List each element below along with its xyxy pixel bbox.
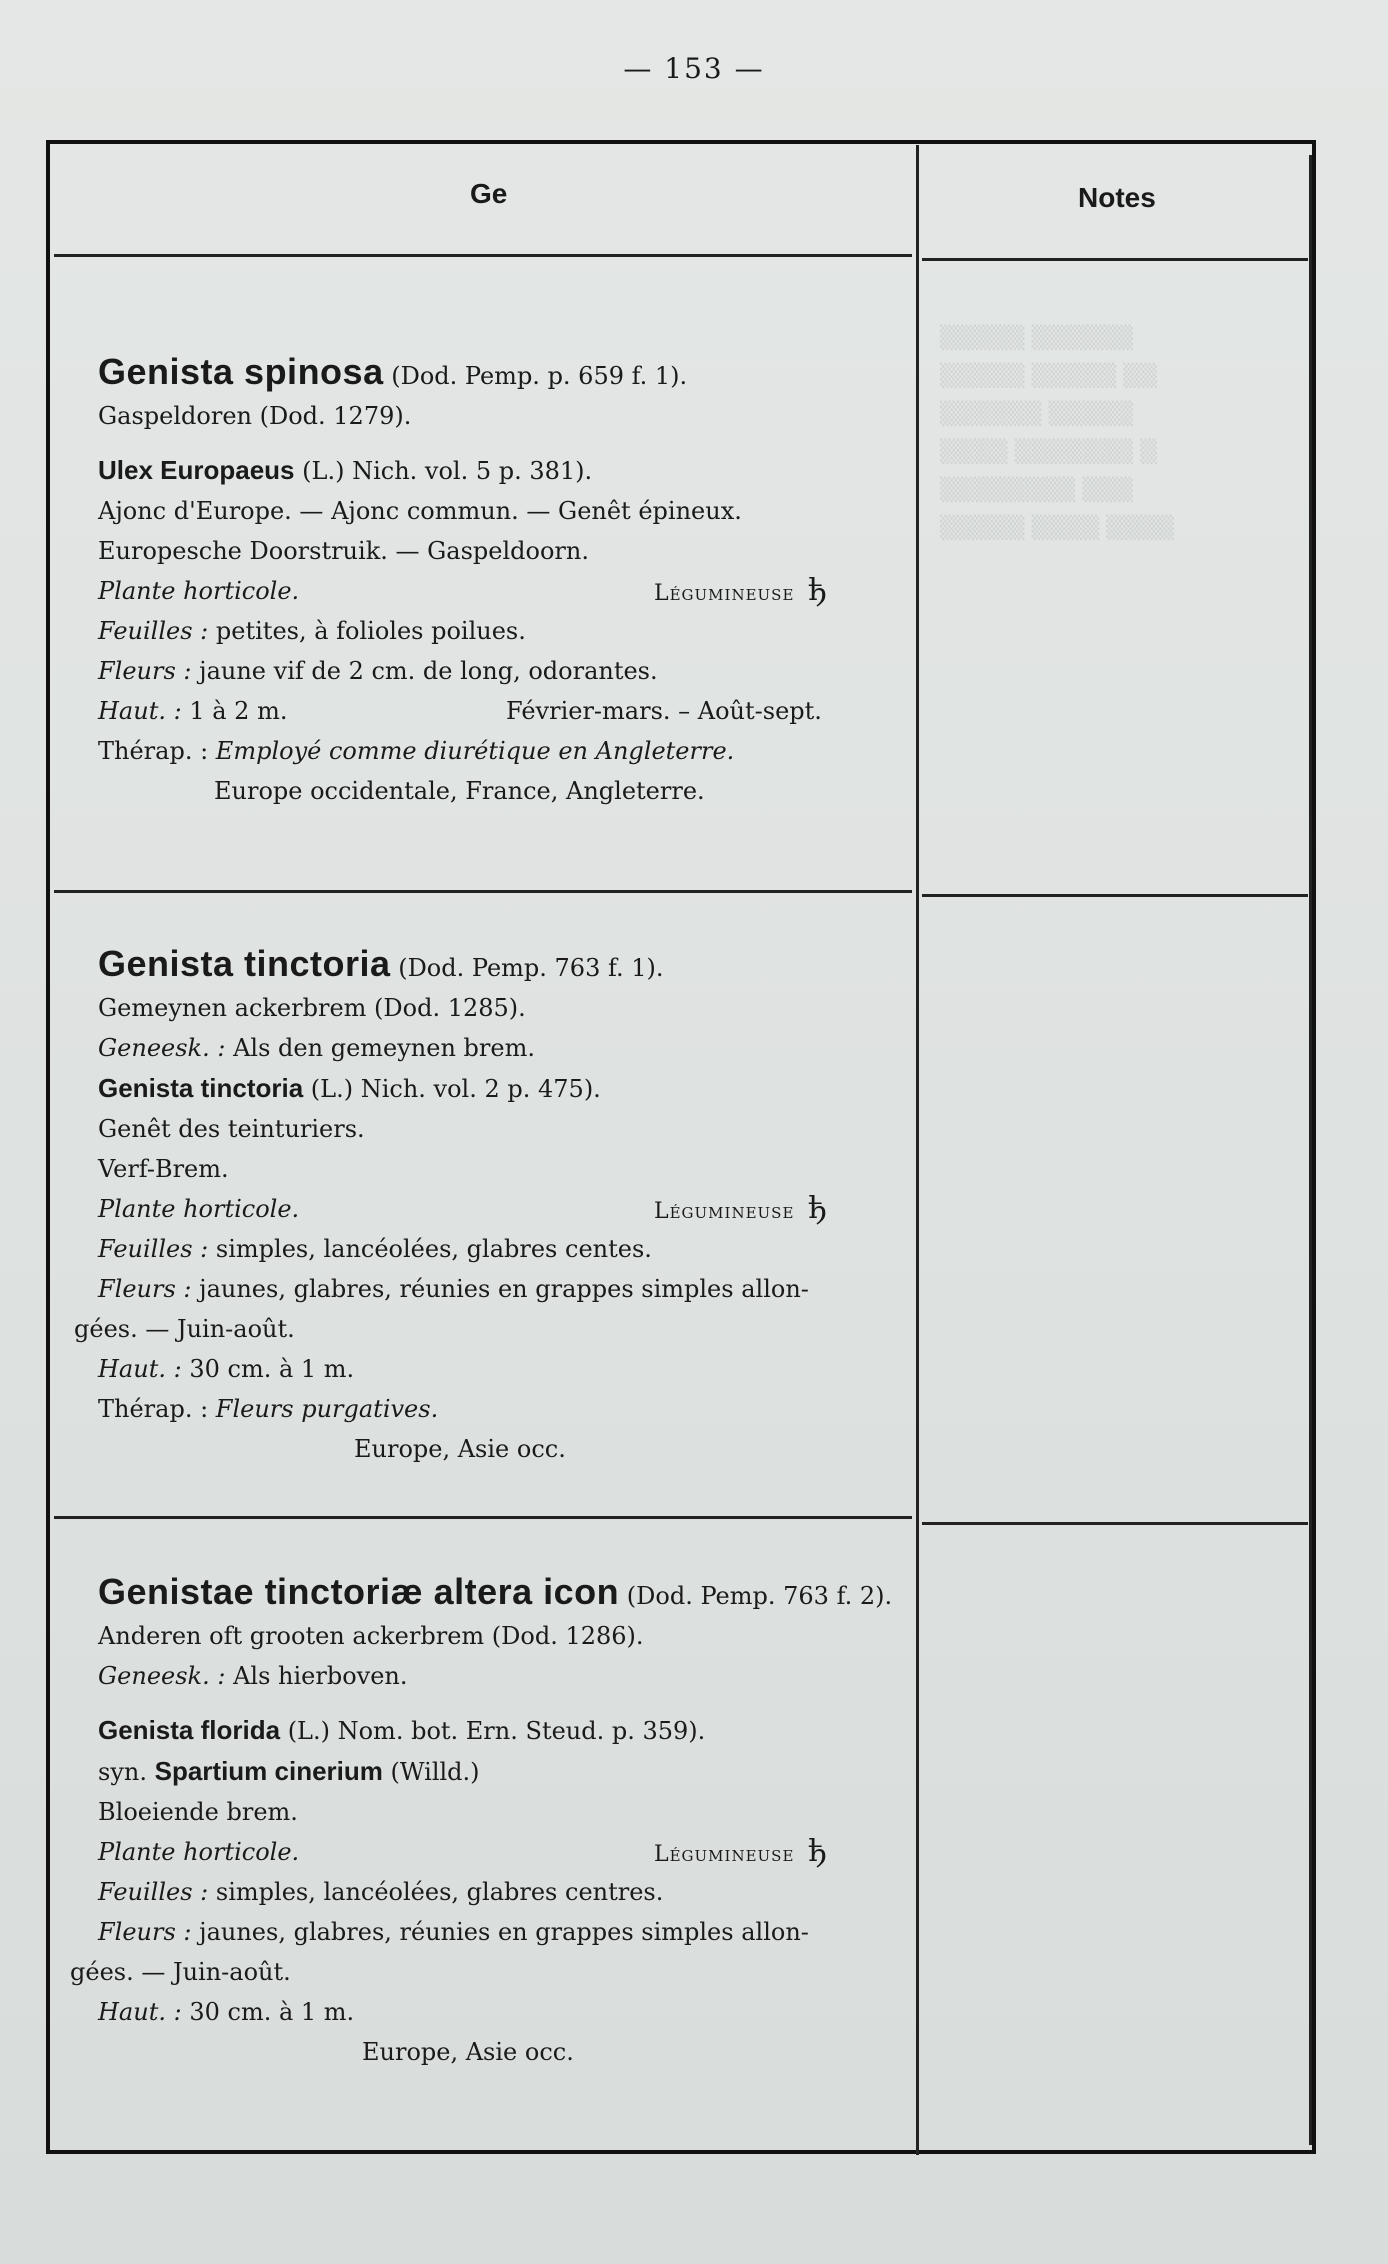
entry-title-ref: (Dod. Pemp. 763 f. 1). [398,954,664,982]
entry-dodoens-name: Anderen oft grooten ackerbrem (Dod. 1286). [98,1622,644,1650]
entry-dodoens-name: Gemeynen ackerbrem (Dod. 1285). [98,994,526,1022]
height-text: 30 cm. à 1 m. [189,1998,355,2026]
column-header-notes: Notes [1078,182,1156,213]
leaves-label: Feuilles : [98,1235,209,1263]
flowers-text: jaune vif de 2 cm. de long, odorantes. [199,657,658,685]
therapy-label: Thérap. : [98,1395,209,1423]
height-text: 30 cm. à 1 m. [189,1355,355,1383]
flowers-text-cont: gées. — Juin-août. [74,1315,295,1343]
entry-title: Genista tinctoria [98,943,391,984]
header-divider-left [54,254,912,257]
entry-dodoens-name: Gaspeldoren (Dod. 1279). [98,402,412,430]
shrub-symbol: ђ [808,573,827,608]
synonym-ref: (L.) Nom. bot. Ern. Steud. p. 359). [287,1717,706,1745]
synonym-name: Ulex Europaeus [98,455,295,485]
synonym-name: Genista florida [98,1715,281,1745]
entry-divider-1-right [922,894,1308,897]
common-names-nl: Verf-Brem. [98,1155,229,1183]
shrub-symbol: ђ [808,1191,827,1226]
distribution-region: Europe, Asie occ. [362,2038,574,2066]
common-names-fr: Ajonc d'Europe. — Ajonc commun. — Genêt épineux. [98,497,742,525]
entry-divider-1-left [54,890,912,893]
synonym-ref: (L.) Nich. vol. 5 p. 381). [302,457,593,485]
synonym-2-ref: (Willd.) [390,1758,480,1786]
leaves-text: petites, à folioles poilues. [215,617,526,645]
entry-title-ref: (Dod. Pemp. 763 f. 2). [626,1582,893,1610]
flowers-label: Fleurs : [98,1918,192,1946]
height-label: Haut. : [98,1355,182,1383]
flowers-label: Fleurs : [98,1275,192,1303]
entry-divider-2-left [54,1516,912,1519]
distribution-region: Europe, Asie occ. [354,1435,566,1463]
leaves-label: Feuilles : [98,617,209,645]
right-border [1309,155,1312,2145]
header-divider-right [922,258,1308,261]
common-names-fr: Genêt des teinturiers. [98,1115,365,1143]
therapy-text: Employé comme diurétique en Angleterre. [215,737,735,765]
shrub-symbol: ђ [808,1834,827,1869]
leaves-label: Feuilles : [98,1878,209,1906]
entry-genista-spinosa [98,352,918,811]
family-label: Légumineuse [654,1199,795,1224]
flowers-text-cont: gées. — Juin-août. [70,1958,291,1986]
flowers-label: Fleurs : [98,657,192,685]
plant-type: Plante horticole. [98,1838,300,1866]
plant-type: Plante horticole. [98,577,300,605]
synonym-ref: (L.) Nich. vol. 2 p. 475). [310,1075,601,1103]
entry-genistae-tinctoriae-altera [70,1571,918,2072]
geneesk-label: Geneesk. : [98,1662,226,1690]
entry-title: Genistae tinctoriæ altera icon [98,1571,620,1612]
family-label: Légumineuse [654,581,795,606]
plant-type: Plante horticole. [98,1195,300,1223]
therapy-text: Fleurs purgatives. [215,1395,439,1423]
leaves-text: simples, lancéolées, glabres centres. [215,1878,664,1906]
flowers-text: jaunes, glabres, réunies en grappes simples allon- [199,1918,809,1946]
geneesk-text: Als hierboven. [233,1662,408,1690]
entry-divider-2-right [922,1522,1308,1525]
bleed-through-texture: ▒▒▒▒▒ ▒▒▒▒▒▒ ▒▒▒▒▒ ▒▒▒▒▒ ▒▒ ▒▒▒▒▒▒ ▒▒▒▒▒ ▒▒▒▒ ▒▒▒▒▒▒▒ ▒ ▒▒▒▒▒▒▒▒ ▒▒▒ ▒▒▒▒▒ ▒▒▒▒ ▒▒▒▒ [940,326,1174,541]
flowering-period: Février-mars. – Août-sept. [506,697,822,725]
flowers-text: jaunes, glabres, réunies en grappes simples allon- [199,1275,809,1303]
synonym-prefix: syn. [98,1758,147,1786]
common-names-nl: Bloeiende brem. [98,1798,298,1826]
synonym-2-name: Spartium cinerium [154,1756,383,1786]
common-names-nl: Europesche Doorstruik. — Gaspeldoorn. [98,537,589,565]
entry-title: Genista spinosa [98,351,384,392]
page-number: — 153 — [623,52,765,85]
entry-title-ref: (Dod. Pemp. p. 659 f. 1). [391,362,688,390]
height-label: Haut. : [98,1998,182,2026]
column-header-ge: Ge [470,178,508,209]
leaves-text: simples, lancéolées, glabres centes. [215,1235,652,1263]
geneesk-text: Als den gemeynen brem. [233,1034,535,1062]
height-text: 1 à 2 m. [189,697,288,725]
synonym-name: Genista tinctoria [98,1073,304,1103]
therapy-label: Thérap. : [98,737,209,765]
entry-genista-tinctoria [74,943,918,1469]
geneesk-label: Geneesk. : [98,1034,226,1062]
family-label: Légumineuse [654,1842,795,1867]
height-label: Haut. : [98,697,182,725]
distribution-region: Europe occidentale, France, Angleterre. [214,777,705,805]
